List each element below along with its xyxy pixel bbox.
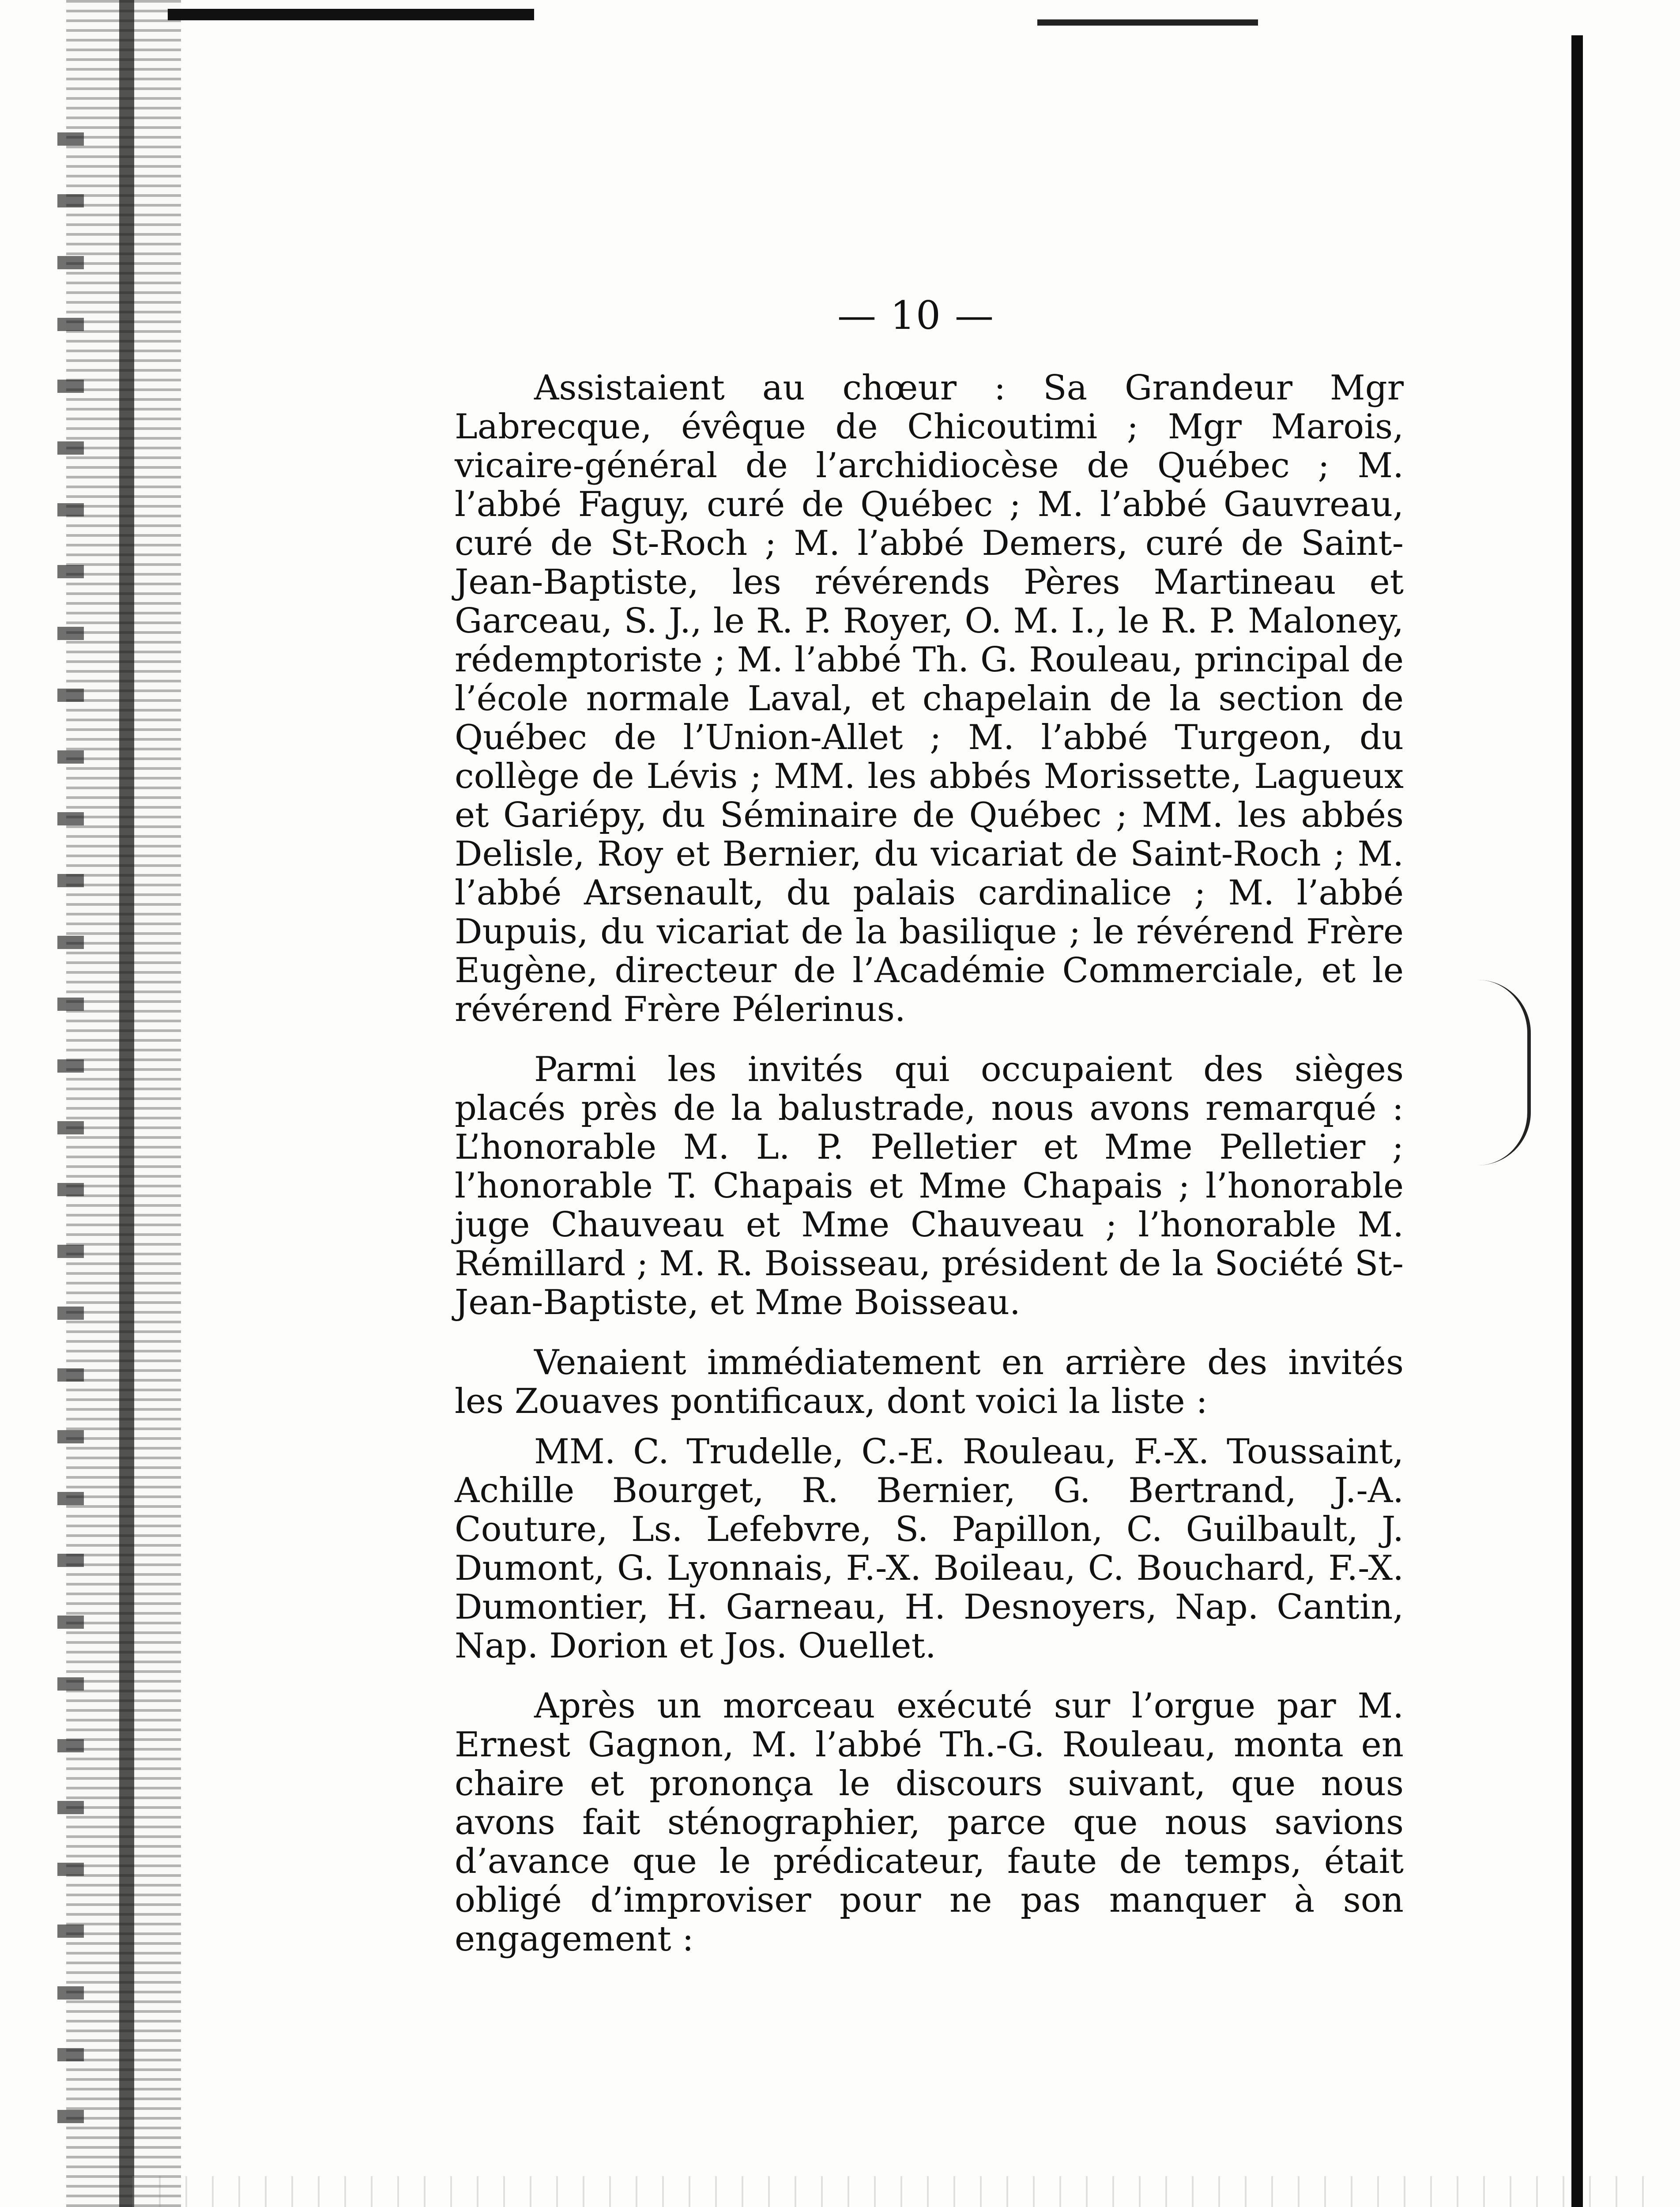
page-number: — 10 — [837,293,994,338]
paragraph-guests: Parmi les invités qui occupaient des sièges placés près de la balustrade, nous avons remarqué : L’honorable M. L. P. Pelletier et Mme Pelletier ; l’honorable T. Chapais et Mme Chapais ; l’honorable juge Chauveau et Mme Chauveau ; l’honorable M. Rémillard ; M. R. Boisseau, président de la Société St-Jean-Baptiste, et Mme Boisseau. [455,1050,1404,1322]
paragraph-zouaves-list: MM. C. Trudelle, C.-E. Rouleau, F.-X. Toussaint, Achille Bourget, R. Bernier, G. Bertrand, J.-A. Couture, Ls. Lefebvre, S. Papillon, C. Guilbault, J. Dumont, G. Lyonnais, F.-X. Boileau, C. Bouchard, F.-X. Dumontier, H. Garneau, H. Desnoyers, Nap. Cantin, Nap. Dorion et Jos. Ouellet. [455,1432,1404,1666]
right-edge-rule [1571,35,1583,2207]
margin-scan-marks [57,132,84,2163]
top-scan-bar-right [1037,19,1258,26]
body-text [455,369,1404,1970]
paragraph-choir: Assistaient au chœur : Sa Grandeur Mgr Labrecque, évêque de Chicoutimi ; Mgr Marois, vicaire-général de l’archidiocèse de Québec ; M. l’abbé Faguy, curé de Québec ; M. l’abbé Gauvreau, curé de St-Roch ; M. l’abbé Demers, curé de Saint-Jean-Baptiste, les révérends Pères Martineau et Garceau, S. J., le R. P. Royer, O. M. I., le R. P. Maloney, rédemptoriste ; M. l’abbé Th. G. Rouleau, principal de l’école normale Laval, et chapelain de la section de Québec de l’Union-Allet ; M. l’abbé Turgeon, du collège de Lévis ; MM. les abbés Morissette, Lagueux et Gariépy, du Séminaire de Québec ; MM. les abbés Delisle, Roy et Bernier, du vicariat de Saint-Roch ; M. l’abbé Arsenault, du palais cardinalice ; M. l’abbé Dupuis, du vicariat de la basilique ; le révérend Frère Eugène, directeur de l’Académie Commerciale, et le révérend Frère Pélerinus. [455,368,1404,1029]
handwritten-bracket-mark [1470,980,1531,1165]
bottom-scan-noise [132,2176,1669,2207]
top-scan-bar-left [168,9,534,20]
paragraph-sermon-intro: Après un morceau exécuté sur l’orgue par M. Ernest Gagnon, M. l’abbé Th.-G. Rouleau, monta en chaire et prononça le discours suivant, que nous avons fait sténographier, parce que nous savions d’avance que le prédicateur, faute de temps, était obligé d’improviser pour ne pas manquer à son engagement : [455,1686,1404,1959]
paragraph-zouaves-intro: Venaient immédiatement en arrière des invités les Zouaves pontificaux, dont voici la liste : [455,1343,1404,1421]
